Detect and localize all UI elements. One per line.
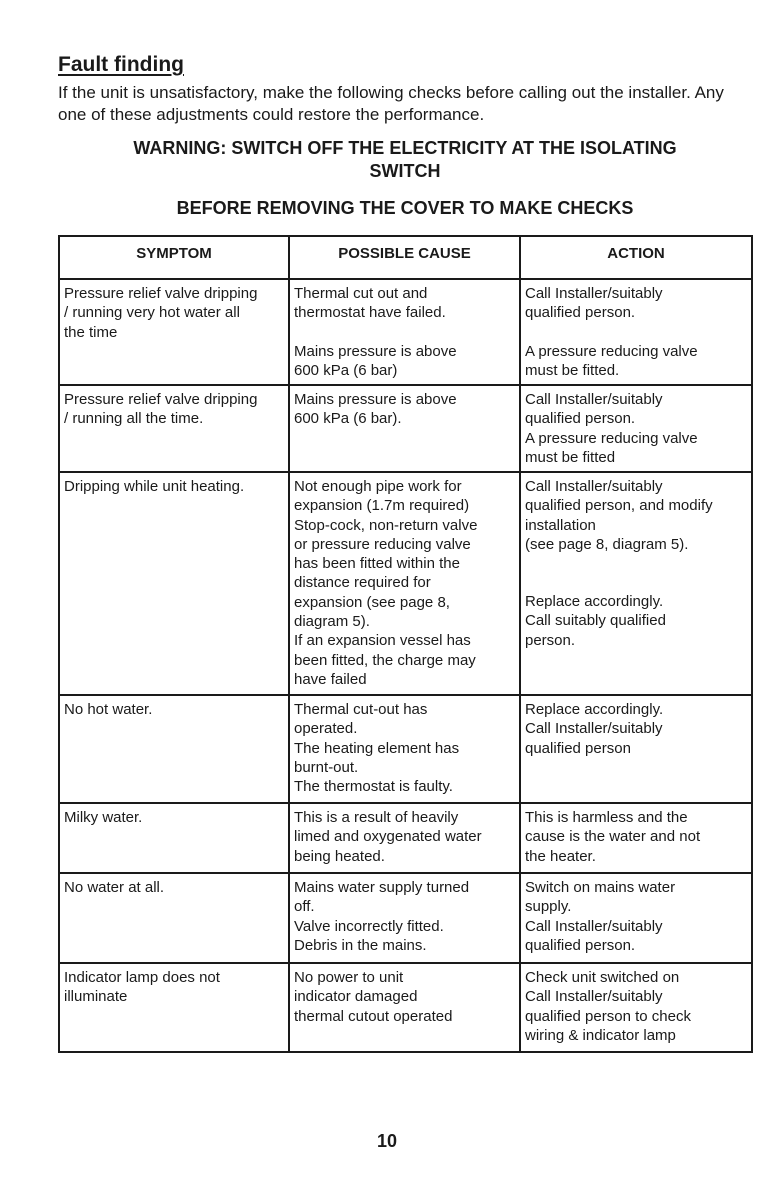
possible-cause-header: POSSIBLE CAUSE: [289, 236, 520, 279]
symptom-cell: No hot water.: [59, 695, 289, 803]
page-title: Fault finding: [58, 53, 184, 76]
table-header-row: [59, 236, 752, 279]
symptom-cell: Dripping while unit heating.: [59, 472, 289, 695]
action-header: ACTION: [520, 236, 752, 279]
symptom-cell: Milky water.: [59, 803, 289, 873]
action-cell: This is harmless and the cause is the water and not the heater.: [520, 803, 752, 873]
warning-heading: WARNING: SWITCH OFF THE ELECTRICITY AT THE ISOLATING SWITCH: [133, 138, 677, 181]
symptom-cell: Pressure relief valve dripping / running all the time.: [59, 385, 289, 472]
table-row: [59, 472, 752, 695]
table-row: [59, 873, 752, 963]
cause-cell: No power to unit indicator damaged thermal cutout operated: [289, 963, 520, 1052]
table-row: [59, 385, 752, 472]
before-removing-heading: BEFORE REMOVING THE COVER TO MAKE CHECKS: [176, 198, 634, 218]
table-row: [59, 695, 752, 803]
action-cell: Check unit switched on Call Installer/suitably qualified person to check wiring & indicator lamp: [520, 963, 752, 1052]
action-cell: Call Installer/suitably qualified person, and modify installation (see page 8, diagram 5). Replace accordingly. Call suitably qualified person.: [520, 472, 752, 695]
action-cell: Call Installer/suitably qualified person. A pressure reducing valve must be fitted.: [520, 279, 752, 385]
page-number: 10: [376, 1131, 398, 1151]
cause-cell: Not enough pipe work for expansion (1.7m required) Stop-cock, non-return valve or pressure reducing valve has been fitted within the distance required for expansion (see page 8, diagram 5). If an expansion vessel has been fitted, the charge may have failed: [289, 472, 520, 695]
fault-finding-table: [58, 235, 753, 1053]
cause-cell: Mains water supply turned off. Valve incorrectly fitted. Debris in the mains.: [289, 873, 520, 963]
table-row: [59, 803, 752, 873]
intro-paragraph: If the unit is unsatisfactory, make the following checks before calling out the installer. Any one of these adjustments could restore the performance.: [58, 83, 724, 124]
table-row: [59, 279, 752, 385]
table-row: [59, 963, 752, 1052]
action-cell: Call Installer/suitably qualified person. A pressure reducing valve must be fitted: [520, 385, 752, 472]
cause-cell: Mains pressure is above 600 kPa (6 bar).: [289, 385, 520, 472]
symptom-cell: Indicator lamp does not illuminate: [59, 963, 289, 1052]
symptom-cell: Pressure relief valve dripping / running very hot water all the time: [59, 279, 289, 385]
action-cell: Switch on mains water supply. Call Installer/suitably qualified person.: [520, 873, 752, 963]
cause-cell: This is a result of heavily limed and oxygenated water being heated.: [289, 803, 520, 873]
action-cell: Replace accordingly. Call Installer/suitably qualified person: [520, 695, 752, 803]
cause-cell: Thermal cut out and thermostat have failed. Mains pressure is above 600 kPa (6 bar): [289, 279, 520, 385]
cause-cell: Thermal cut-out has operated. The heating element has burnt-out. The thermostat is faulty.: [289, 695, 520, 803]
symptom-cell: No water at all.: [59, 873, 289, 963]
symptom-header: SYMPTOM: [59, 236, 289, 279]
